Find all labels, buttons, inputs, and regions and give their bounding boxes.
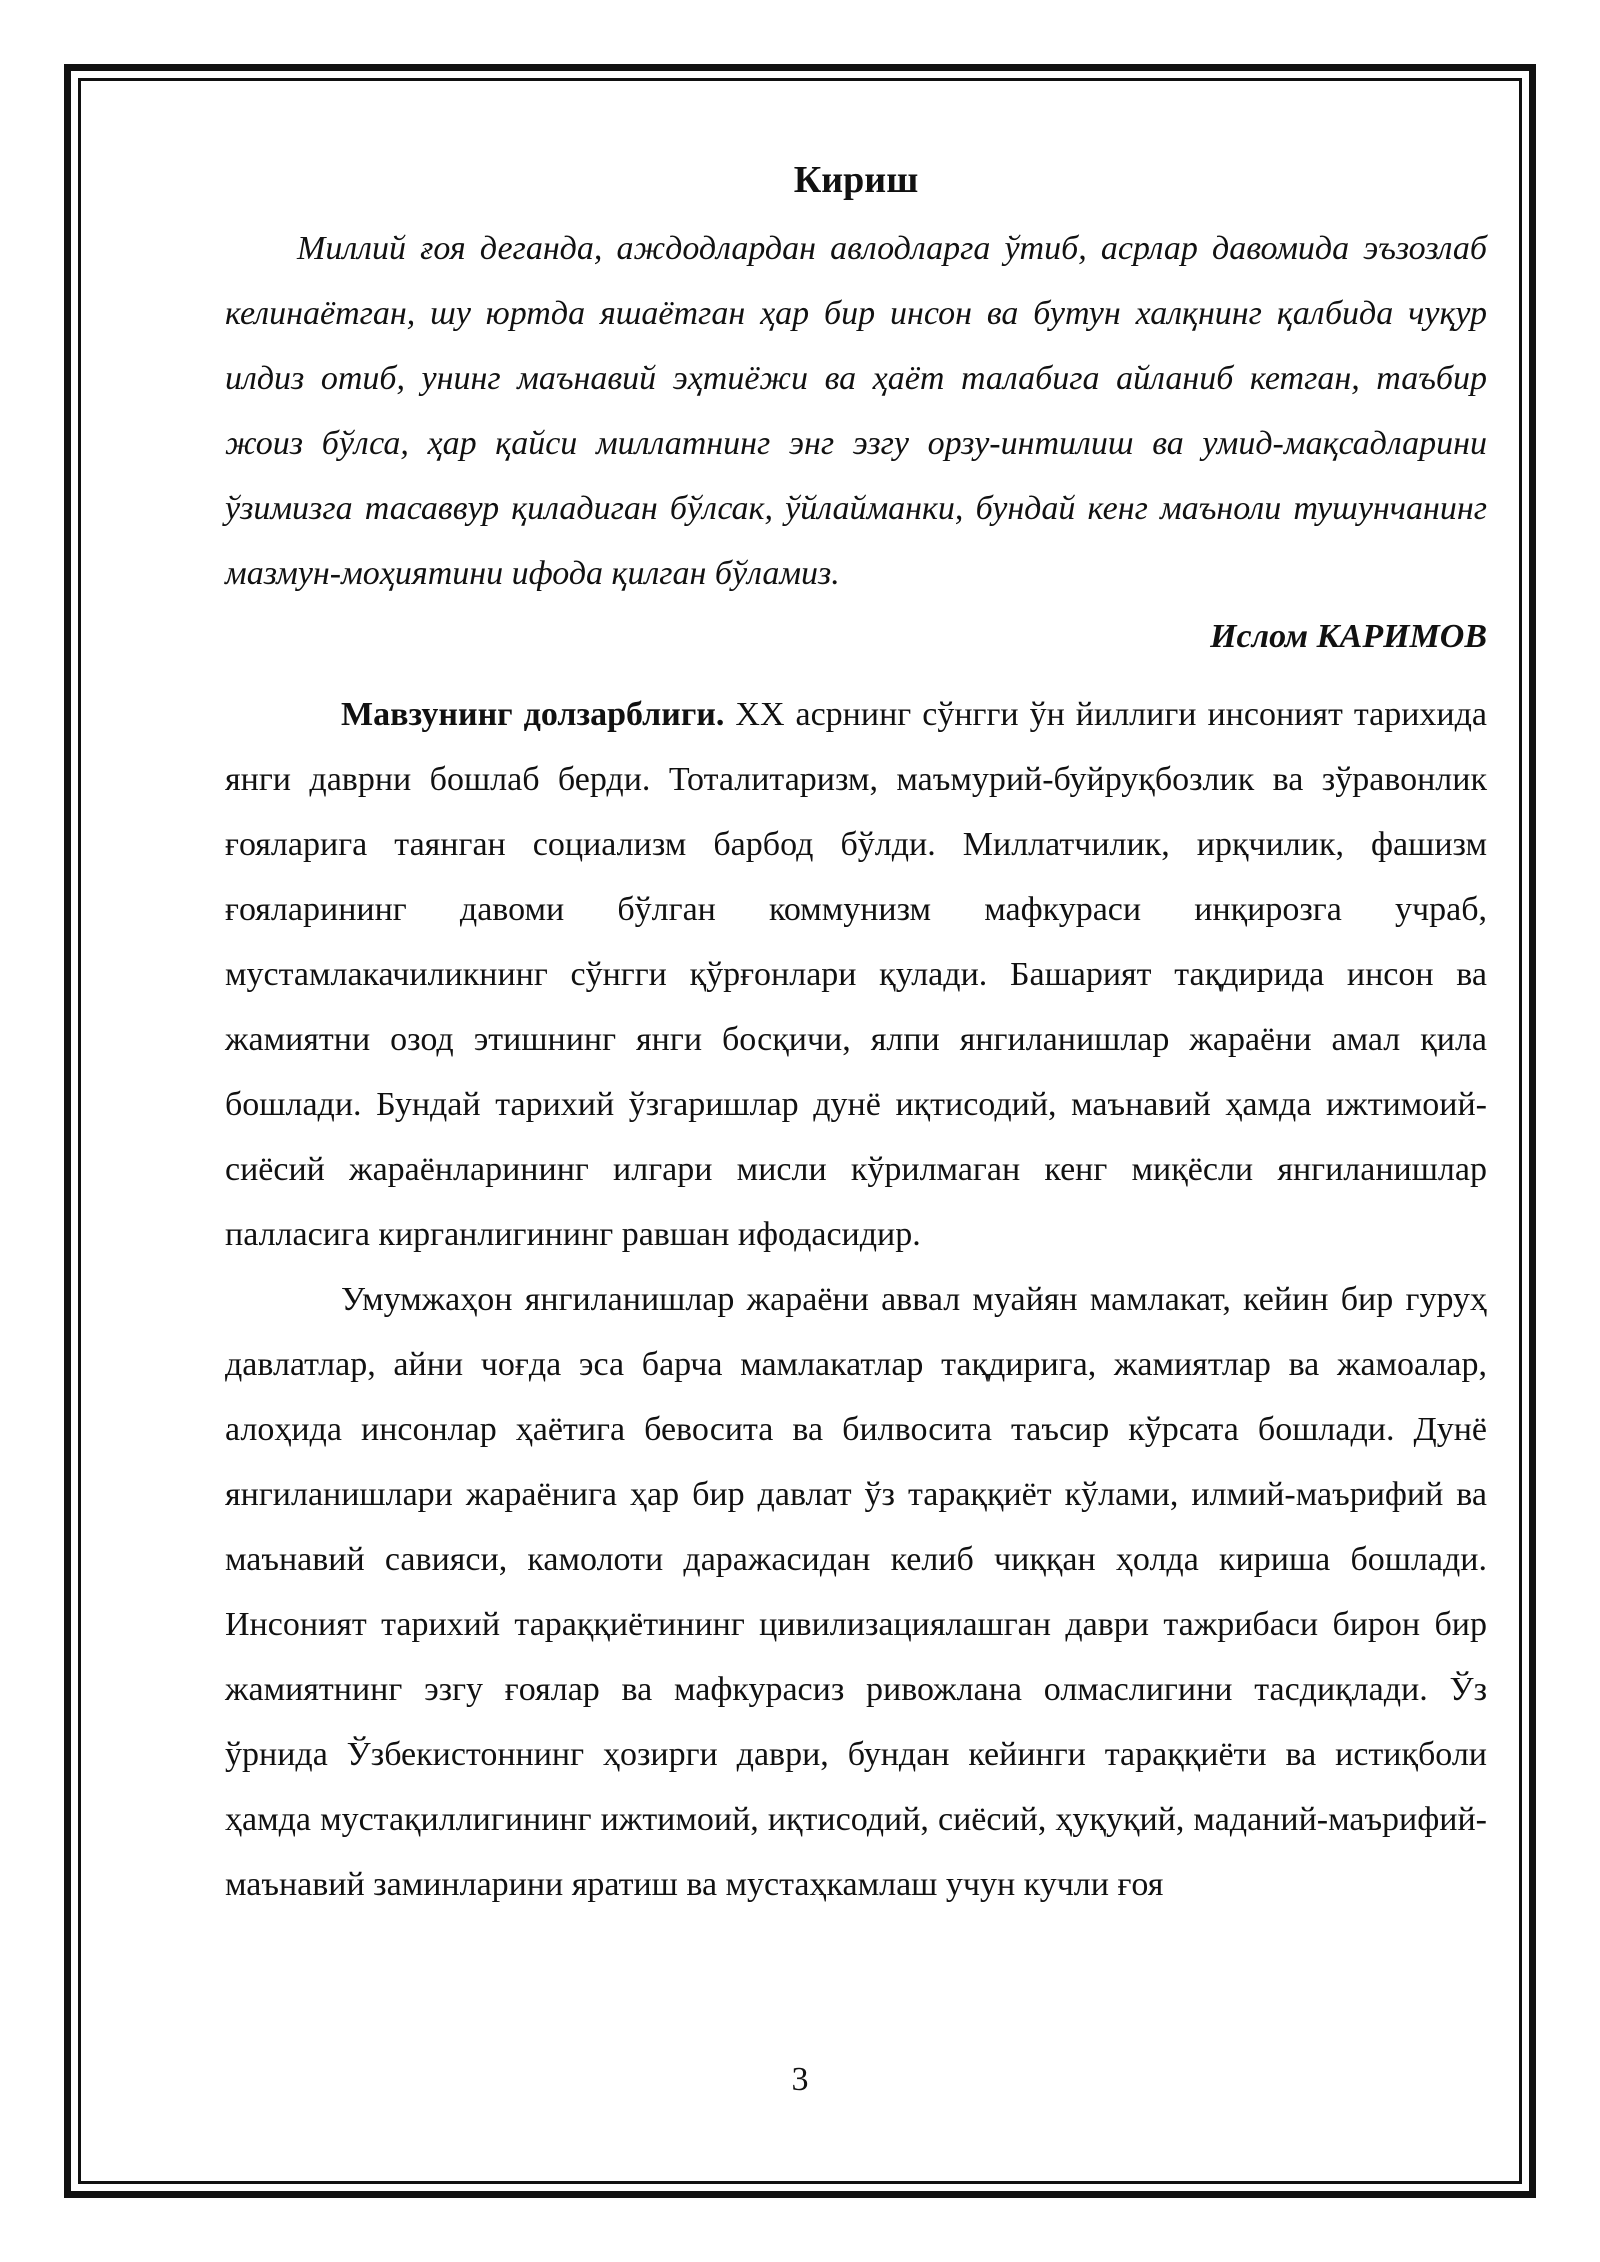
page-number: 3 [791,2061,809,2098]
paragraph-text: XX асрнинг сўнгги ўн йиллиги инсоният тарихида янги даврни бошлаб берди. Тоталитаризм, маъмурий-буйруқбозлик ва зўравонлик ғояларига таянган социализм барбод бўлди. Миллатчилик, ирқчилик, фашизм ғояларининг давоми бўлган коммунизм мафкураси инқирозга учраб, мустамлакачиликнинг сўнгги қўрғонлари қулади. Башарият тақдирида инсон ва жамиятни озод этишнинг янги босқичи, ялпи янгиланишлар жараёни амал қила бошлади. Бундай тарихий ўзгаришлар дунё иқтисодий, маънавий ҳамда ижтимоий-сиёсий жараёнларининг илгари мисли кўрилмаган кенг миқёсли янгиланишлар палласига кирганлигининг равшан ифодасидир. [225,696,1488,1253]
epigraph-author: Ислом КАРИМОВ [1210,618,1487,655]
paragraph-globalization: Умумжаҳон янгиланишлар жараёни аввал муайян мамлакат, кейин бир гуруҳ давлатлар, айни чоғда эса барча мамлакатлар тақдирига, жамиятлар ва жамоалар, алоҳида инсонлар ҳаётига бевосита ва билвосита таъсир кўрсата бошлади. Дунё янгиланишлари жараёнига ҳар бир давлат ўз тараққиёт кўлами, илмий-маърифий ва маънавий савияси, камолоти даражасидан келиб чиққан ҳолда кириша бошлади. Инсоният тарихий тараққиётининг цивилизациялашган даври тажрибаси бирон бир жамиятнинг эзгу ғоялар ва мафкурасиз ривожлана олмаслигини тасдиқлади. Ўз ўрнида Ўзбекистоннинг ҳозирги даври, бундан кейинги тараққиёти ва истиқболи ҳамда мустақиллигининг ижтимоий, иқтисодий, сиёсий, ҳуқуқий, маданий-маърифий-маънавий заминларини яратиш ва мустаҳкамлаш учун кучли ғоя [225,1281,1487,1903]
page-content [225,150,1487,1917]
page-title: Кириш [793,159,919,201]
paragraph-relevance [225,682,1487,1267]
paragraph-lead-heading: Мавзунинг долзарблиги. [341,696,725,733]
epigraph-quote: Миллий ғоя деганда, аждодлардан авлодларга ўтиб, асрлар давомида эъзозлаб келинаётган, шу юртда яшаётган ҳар бир инсон ва бутун халқнинг қалбида чуқур илдиз отиб, унинг маънавий эҳтиёжи ва ҳаёт талабига айланиб кетган, таъбир жоиз бўлса, ҳар қайси миллатнинг энг эзгу орзу-интилиш ва умид-мақсадларини ўзимизга тасаввур қиладиган бўлсак, ўйлайманки, бундай кенг маъноли тушунчанинг мазмун-моҳиятини ифода қилган бўламиз. [225,230,1487,592]
